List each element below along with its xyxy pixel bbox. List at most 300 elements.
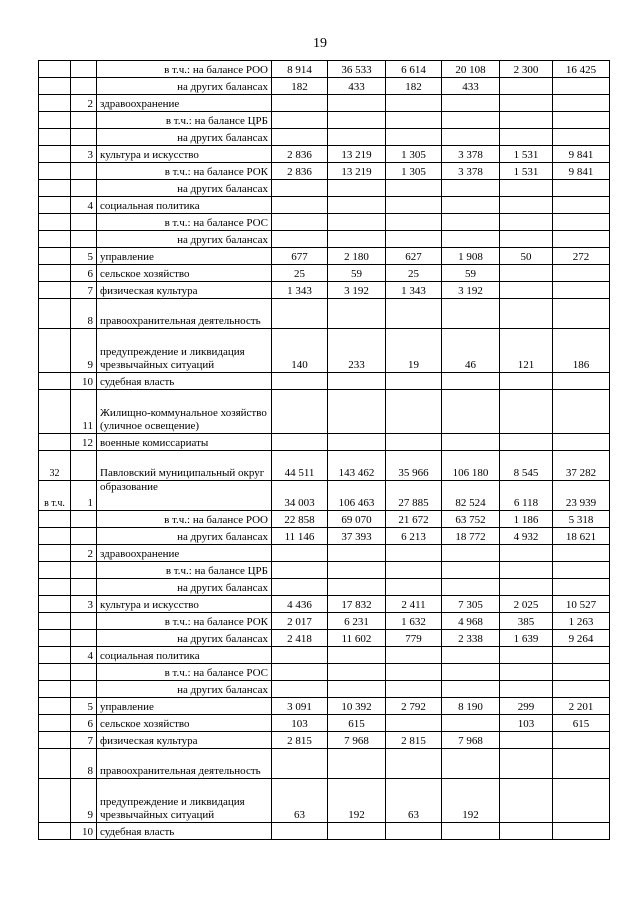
row-label-cell: здравоохранение xyxy=(97,95,272,112)
row-label-cell: в т.ч.: на балансе РОК xyxy=(97,613,272,630)
value-cell: 186 xyxy=(553,329,610,373)
value-cell: 25 xyxy=(272,265,328,282)
row-number-cell xyxy=(71,163,97,180)
value-cell: 17 832 xyxy=(328,596,386,613)
value-cell: 4 436 xyxy=(272,596,328,613)
value-cell xyxy=(328,231,386,248)
row-number-cell: 2 xyxy=(71,95,97,112)
row-number-cell: 6 xyxy=(71,265,97,282)
value-cell: 7 305 xyxy=(442,596,500,613)
table-row xyxy=(39,511,610,528)
row-number-cell: 7 xyxy=(71,732,97,749)
value-cell xyxy=(500,779,553,823)
table-row xyxy=(39,528,610,545)
value-cell xyxy=(386,681,442,698)
value-cell: 103 xyxy=(272,715,328,732)
table-row xyxy=(39,562,610,579)
value-cell xyxy=(553,129,610,146)
value-cell: 50 xyxy=(500,248,553,265)
row-number-cell: 9 xyxy=(71,779,97,823)
value-cell xyxy=(272,197,328,214)
value-cell xyxy=(553,112,610,129)
value-cell xyxy=(386,647,442,664)
value-cell xyxy=(500,664,553,681)
value-cell: 272 xyxy=(553,248,610,265)
value-cell xyxy=(328,197,386,214)
value-cell: 121 xyxy=(500,329,553,373)
row-number-cell: 4 xyxy=(71,647,97,664)
value-cell: 2 025 xyxy=(500,596,553,613)
value-cell xyxy=(442,95,500,112)
value-cell: 2 815 xyxy=(386,732,442,749)
table-row xyxy=(39,214,610,231)
value-cell xyxy=(386,129,442,146)
table-row xyxy=(39,373,610,390)
row-code-cell xyxy=(39,163,71,180)
value-cell xyxy=(553,214,610,231)
table-row xyxy=(39,779,610,823)
value-cell xyxy=(442,231,500,248)
row-label-cell: судебная власть xyxy=(97,823,272,840)
row-number-cell xyxy=(71,451,97,481)
table-row xyxy=(39,197,610,214)
table-row xyxy=(39,481,610,511)
value-cell: 13 219 xyxy=(328,146,386,163)
value-cell xyxy=(442,579,500,596)
row-code-cell xyxy=(39,265,71,282)
table-row xyxy=(39,299,610,329)
row-code-cell xyxy=(39,596,71,613)
value-cell xyxy=(272,749,328,779)
row-code-cell xyxy=(39,715,71,732)
value-cell xyxy=(500,749,553,779)
value-cell xyxy=(386,197,442,214)
value-cell: 10 527 xyxy=(553,596,610,613)
row-label-cell: сельское хозяйство xyxy=(97,265,272,282)
value-cell: 2 411 xyxy=(386,596,442,613)
row-code-cell xyxy=(39,146,71,163)
value-cell xyxy=(442,749,500,779)
row-number-cell: 11 xyxy=(71,390,97,434)
row-number-cell: 5 xyxy=(71,248,97,265)
value-cell xyxy=(442,197,500,214)
row-number-cell xyxy=(71,681,97,698)
row-label-cell: в т.ч.: на балансе ЦРБ xyxy=(97,112,272,129)
value-cell: 22 858 xyxy=(272,511,328,528)
value-cell: 2 815 xyxy=(272,732,328,749)
row-number-cell: 3 xyxy=(71,146,97,163)
budget-table xyxy=(38,60,610,840)
value-cell xyxy=(386,664,442,681)
value-cell xyxy=(553,732,610,749)
value-cell xyxy=(272,95,328,112)
row-code-cell xyxy=(39,434,71,451)
row-label-cell: культура и искусство xyxy=(97,146,272,163)
value-cell: 63 xyxy=(386,779,442,823)
value-cell xyxy=(328,129,386,146)
row-code-cell xyxy=(39,630,71,647)
value-cell: 2 180 xyxy=(328,248,386,265)
row-number-cell: 2 xyxy=(71,545,97,562)
row-number-cell: 10 xyxy=(71,373,97,390)
value-cell xyxy=(442,545,500,562)
row-code-cell xyxy=(39,732,71,749)
value-cell: 2 836 xyxy=(272,146,328,163)
row-number-cell: 4 xyxy=(71,197,97,214)
row-code-cell xyxy=(39,390,71,434)
value-cell: 385 xyxy=(500,613,553,630)
value-cell xyxy=(272,823,328,840)
row-code-cell: 32 xyxy=(39,451,71,481)
value-cell: 10 392 xyxy=(328,698,386,715)
row-label-cell: на других балансах xyxy=(97,681,272,698)
row-code-cell xyxy=(39,329,71,373)
table-row xyxy=(39,749,610,779)
value-cell: 63 752 xyxy=(442,511,500,528)
value-cell: 2 792 xyxy=(386,698,442,715)
row-label-cell: культура и искусство xyxy=(97,596,272,613)
row-number-cell: 6 xyxy=(71,715,97,732)
value-cell xyxy=(500,823,553,840)
value-cell: 36 533 xyxy=(328,61,386,78)
row-code-cell xyxy=(39,282,71,299)
value-cell xyxy=(386,823,442,840)
value-cell xyxy=(272,180,328,197)
value-cell xyxy=(553,749,610,779)
value-cell: 6 614 xyxy=(386,61,442,78)
value-cell: 143 462 xyxy=(328,451,386,481)
value-cell xyxy=(442,129,500,146)
value-cell xyxy=(328,180,386,197)
row-label-cell: в т.ч.: на балансе РОС xyxy=(97,664,272,681)
value-cell xyxy=(386,749,442,779)
row-code-cell xyxy=(39,562,71,579)
row-code-cell: в т.ч. xyxy=(39,481,71,511)
row-code-cell xyxy=(39,779,71,823)
value-cell: 34 003 xyxy=(272,481,328,511)
row-label-cell: правоохранительная деятельность xyxy=(97,749,272,779)
value-cell xyxy=(553,180,610,197)
row-number-cell xyxy=(71,562,97,579)
value-cell: 69 070 xyxy=(328,511,386,528)
table-row xyxy=(39,647,610,664)
value-cell: 233 xyxy=(328,329,386,373)
value-cell xyxy=(500,390,553,434)
value-cell xyxy=(328,823,386,840)
row-code-cell xyxy=(39,299,71,329)
value-cell xyxy=(553,434,610,451)
value-cell xyxy=(272,647,328,664)
value-cell: 1 639 xyxy=(500,630,553,647)
budget-table-body xyxy=(39,61,610,840)
value-cell: 3 192 xyxy=(328,282,386,299)
value-cell xyxy=(328,579,386,596)
value-cell xyxy=(272,112,328,129)
value-cell xyxy=(272,214,328,231)
value-cell xyxy=(442,390,500,434)
value-cell xyxy=(500,732,553,749)
row-number-cell: 1 xyxy=(71,481,97,511)
value-cell xyxy=(553,779,610,823)
row-code-cell xyxy=(39,664,71,681)
row-label-cell: на других балансах xyxy=(97,630,272,647)
value-cell xyxy=(553,681,610,698)
value-cell: 1 531 xyxy=(500,163,553,180)
value-cell: 63 xyxy=(272,779,328,823)
row-label-cell: социальная политика xyxy=(97,197,272,214)
row-label-cell: сельское хозяйство xyxy=(97,715,272,732)
page-number: 19 xyxy=(313,36,327,51)
row-label-cell: здравоохранение xyxy=(97,545,272,562)
value-cell xyxy=(442,715,500,732)
row-label-cell: управление xyxy=(97,698,272,715)
value-cell xyxy=(442,664,500,681)
table-row xyxy=(39,579,610,596)
row-number-cell: 9 xyxy=(71,329,97,373)
value-cell: 6 118 xyxy=(500,481,553,511)
value-cell xyxy=(328,681,386,698)
table-row xyxy=(39,390,610,434)
value-cell xyxy=(272,299,328,329)
value-cell xyxy=(272,390,328,434)
value-cell xyxy=(386,715,442,732)
row-label-cell: социальная политика xyxy=(97,647,272,664)
row-label-cell: на других балансах xyxy=(97,579,272,596)
value-cell: 59 xyxy=(328,265,386,282)
row-number-cell: 3 xyxy=(71,596,97,613)
row-number-cell xyxy=(71,112,97,129)
row-number-cell: 12 xyxy=(71,434,97,451)
value-cell xyxy=(553,265,610,282)
row-label-cell: в т.ч.: на балансе РОК xyxy=(97,163,272,180)
value-cell xyxy=(500,265,553,282)
value-cell: 103 xyxy=(500,715,553,732)
row-number-cell xyxy=(71,511,97,528)
value-cell: 18 621 xyxy=(553,528,610,545)
value-cell: 21 672 xyxy=(386,511,442,528)
value-cell xyxy=(386,562,442,579)
row-label-cell: на других балансах xyxy=(97,528,272,545)
value-cell xyxy=(328,390,386,434)
value-cell: 1 908 xyxy=(442,248,500,265)
row-number-cell xyxy=(71,630,97,647)
value-cell xyxy=(328,545,386,562)
value-cell: 44 511 xyxy=(272,451,328,481)
row-number-cell xyxy=(71,214,97,231)
row-code-cell xyxy=(39,95,71,112)
row-number-cell: 8 xyxy=(71,749,97,779)
table-row xyxy=(39,698,610,715)
value-cell xyxy=(500,197,553,214)
value-cell xyxy=(328,749,386,779)
value-cell xyxy=(553,823,610,840)
value-cell xyxy=(553,197,610,214)
value-cell: 9 841 xyxy=(553,163,610,180)
value-cell xyxy=(272,373,328,390)
value-cell xyxy=(386,579,442,596)
row-label-cell: управление xyxy=(97,248,272,265)
value-cell: 4 932 xyxy=(500,528,553,545)
value-cell xyxy=(553,299,610,329)
value-cell: 2 418 xyxy=(272,630,328,647)
value-cell xyxy=(500,214,553,231)
value-cell: 9 841 xyxy=(553,146,610,163)
value-cell xyxy=(500,373,553,390)
table-row xyxy=(39,664,610,681)
value-cell: 5 318 xyxy=(553,511,610,528)
value-cell: 7 968 xyxy=(328,732,386,749)
value-cell xyxy=(442,562,500,579)
value-cell: 4 968 xyxy=(442,613,500,630)
table-row xyxy=(39,715,610,732)
value-cell: 11 146 xyxy=(272,528,328,545)
value-cell: 182 xyxy=(386,78,442,95)
value-cell: 27 885 xyxy=(386,481,442,511)
value-cell: 16 425 xyxy=(553,61,610,78)
value-cell xyxy=(386,95,442,112)
row-number-cell: 7 xyxy=(71,282,97,299)
value-cell: 2 017 xyxy=(272,613,328,630)
value-cell: 106 463 xyxy=(328,481,386,511)
value-cell: 182 xyxy=(272,78,328,95)
value-cell: 8 545 xyxy=(500,451,553,481)
value-cell xyxy=(553,562,610,579)
value-cell: 35 966 xyxy=(386,451,442,481)
table-row xyxy=(39,282,610,299)
row-code-cell xyxy=(39,579,71,596)
value-cell xyxy=(442,214,500,231)
row-number-cell xyxy=(71,180,97,197)
row-label-cell: правоохранительная деятельность xyxy=(97,299,272,329)
value-cell xyxy=(442,681,500,698)
table-row xyxy=(39,596,610,613)
value-cell: 8 914 xyxy=(272,61,328,78)
value-cell xyxy=(272,231,328,248)
value-cell: 1 186 xyxy=(500,511,553,528)
row-number-cell xyxy=(71,664,97,681)
value-cell xyxy=(328,562,386,579)
value-cell: 3 192 xyxy=(442,282,500,299)
row-code-cell xyxy=(39,180,71,197)
row-label-cell: Павловский муниципальный округ xyxy=(97,451,272,481)
value-cell: 25 xyxy=(386,265,442,282)
value-cell: 2 201 xyxy=(553,698,610,715)
row-label-cell: образование xyxy=(97,481,272,511)
value-cell: 3 378 xyxy=(442,163,500,180)
value-cell xyxy=(500,647,553,664)
value-cell xyxy=(386,231,442,248)
value-cell: 23 939 xyxy=(553,481,610,511)
value-cell: 140 xyxy=(272,329,328,373)
value-cell xyxy=(500,180,553,197)
value-cell xyxy=(328,664,386,681)
value-cell: 779 xyxy=(386,630,442,647)
value-cell: 106 180 xyxy=(442,451,500,481)
value-cell xyxy=(553,579,610,596)
value-cell: 8 190 xyxy=(442,698,500,715)
value-cell: 6 231 xyxy=(328,613,386,630)
value-cell xyxy=(500,95,553,112)
row-code-cell xyxy=(39,511,71,528)
value-cell xyxy=(553,231,610,248)
value-cell: 299 xyxy=(500,698,553,715)
value-cell xyxy=(553,373,610,390)
table-row xyxy=(39,823,610,840)
value-cell xyxy=(386,545,442,562)
row-label-cell: на других балансах xyxy=(97,231,272,248)
row-code-cell xyxy=(39,61,71,78)
value-cell xyxy=(553,78,610,95)
table-row xyxy=(39,613,610,630)
value-cell xyxy=(442,373,500,390)
table-row xyxy=(39,451,610,481)
row-label-cell: на других балансах xyxy=(97,129,272,146)
value-cell xyxy=(500,299,553,329)
value-cell xyxy=(553,95,610,112)
row-label-cell: предупреждение и ликвидация чрезвычайных ситуаций xyxy=(97,329,272,373)
table-row xyxy=(39,630,610,647)
value-cell xyxy=(500,562,553,579)
value-cell xyxy=(386,299,442,329)
value-cell: 1 305 xyxy=(386,163,442,180)
row-label-cell: в т.ч.: на балансе РОО xyxy=(97,511,272,528)
table-row xyxy=(39,248,610,265)
value-cell: 18 772 xyxy=(442,528,500,545)
row-label-cell: в т.ч.: на балансе РОО xyxy=(97,61,272,78)
value-cell xyxy=(500,112,553,129)
row-code-cell xyxy=(39,749,71,779)
row-code-cell xyxy=(39,681,71,698)
value-cell: 2 300 xyxy=(500,61,553,78)
table-row xyxy=(39,61,610,78)
value-cell: 37 393 xyxy=(328,528,386,545)
table-row xyxy=(39,163,610,180)
row-label-cell: судебная власть xyxy=(97,373,272,390)
value-cell xyxy=(553,664,610,681)
value-cell: 433 xyxy=(442,78,500,95)
value-cell: 627 xyxy=(386,248,442,265)
value-cell: 615 xyxy=(328,715,386,732)
value-cell: 1 632 xyxy=(386,613,442,630)
value-cell xyxy=(328,299,386,329)
value-cell: 192 xyxy=(328,779,386,823)
row-number-cell xyxy=(71,613,97,630)
value-cell xyxy=(272,545,328,562)
table-row xyxy=(39,78,610,95)
value-cell xyxy=(386,390,442,434)
row-number-cell: 10 xyxy=(71,823,97,840)
row-code-cell xyxy=(39,78,71,95)
value-cell xyxy=(500,282,553,299)
value-cell: 9 264 xyxy=(553,630,610,647)
table-row xyxy=(39,329,610,373)
row-code-cell xyxy=(39,823,71,840)
value-cell xyxy=(272,562,328,579)
value-cell: 1 343 xyxy=(386,282,442,299)
value-cell xyxy=(442,299,500,329)
row-label-cell: предупреждение и ликвидация чрезвычайных ситуаций xyxy=(97,779,272,823)
value-cell xyxy=(272,664,328,681)
value-cell: 37 282 xyxy=(553,451,610,481)
table-row xyxy=(39,545,610,562)
value-cell xyxy=(328,112,386,129)
table-row xyxy=(39,732,610,749)
row-code-cell xyxy=(39,248,71,265)
row-code-cell xyxy=(39,528,71,545)
value-cell xyxy=(272,129,328,146)
value-cell xyxy=(500,681,553,698)
table-row xyxy=(39,129,610,146)
